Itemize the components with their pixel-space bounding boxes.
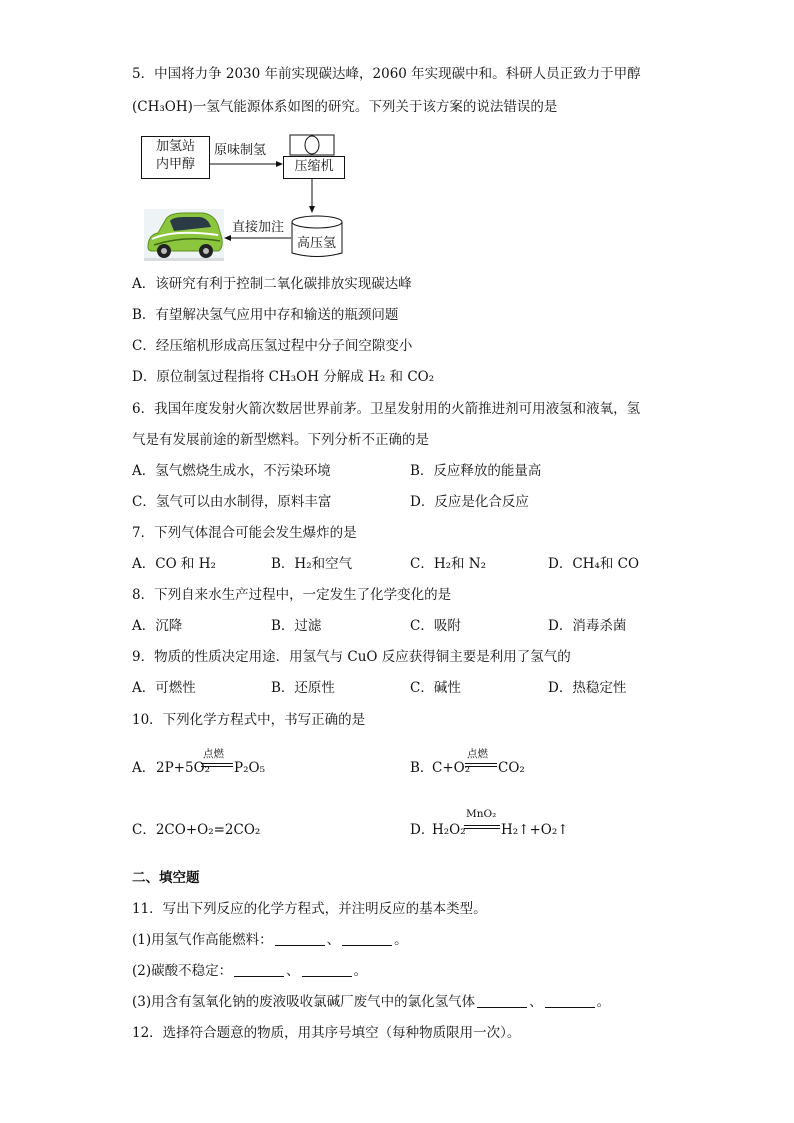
q7-option-a: A．CO 和 H₂ [132,556,216,572]
q10-d-prefix: D． [410,822,435,838]
q6-stem-line2: 气是有发展前途的新型燃料。下列分析不正确的是 [132,432,429,448]
q11-part3 [132,992,610,1012]
q8-stem: 8．下列自来水生产过程中，一定发生了化学变化的是 [132,587,452,603]
q7-stem: 7．下列气体混合可能会发生爆炸的是 [132,525,357,541]
q11-part3-end: 。 [596,994,611,1010]
q11-part1-blank1[interactable] [275,931,325,946]
q10-a-right: P₂O₅ [234,760,265,776]
q11-part1 [132,930,408,950]
q11-part2-blank1[interactable] [234,962,284,977]
q11-part2-sep: 、 [286,963,300,979]
q5-option-b: B．有望解决氢气应用中存和输送的瓶颈问题 [132,307,399,323]
q11-part2 [132,961,367,981]
q11-part2-text: (2)碳酸不稳定： [132,963,233,979]
q12-stem: 12．选择符合题意的物质，用其序号填空（每种物质限用一次）。 [132,1025,521,1041]
q10-d-left: H₂O₂ [432,822,466,838]
q11-stem: 11．写出下列反应的化学方程式，并注明反应的基本类型。 [132,901,487,917]
q6-stem-line1: 6．我国年度发射火箭次数居世界前茅。卫星发射用的火箭推进剂可用液氢和液氧，氢 [132,401,641,417]
station-label-line1: 加氢站 [155,139,195,154]
q5-stem-line1: 5．中国将力争 2030 年前实现碳达峰，2060 年实现碳中和。科研人员正致力于甲醇 [132,66,641,82]
q5-option-a: A．该研究有利于控制二氧化碳排放实现碳达峰 [132,276,412,292]
q6-option-b: B．反应释放的能量高 [410,463,542,479]
q10-b-left: C+O₂ [432,760,471,776]
q11-part1-end: 。 [394,932,408,948]
arrow2-label: 直接加注 [232,220,285,235]
q9-option-b: B．还原性 [271,680,335,696]
q9-option-c: C．碱性 [410,680,461,696]
q11-part3-text: (3)用含有氢氧化钠的废液吸收氯碱厂废气中的氯化氢气体 [132,994,476,1010]
q7-option-c: C．H₂和 N₂ [410,556,487,572]
q10-b-equals-line [465,762,497,768]
arrow1-label: 原味制氢 [214,143,267,158]
q11-part1-text: (1)用氢气作高能燃料： [132,932,273,948]
station-label-line2: 内甲醇 [155,157,195,172]
q11-part2-end: 。 [353,963,368,979]
q9-option-a: A．可燃性 [132,680,196,696]
q10-option-c: C．2CO+O₂=2CO₂ [132,822,261,838]
q6-option-d: D．反应是化合反应 [410,494,529,510]
q6-option-c: C．氢气可以由水制得，原料丰富 [132,494,332,510]
q11-part1-blank2[interactable] [342,931,392,946]
q5-option-d: D．原位制氢过程指将 CH₃OH 分解成 H₂ 和 CO₂ [132,369,435,385]
car-icon [144,209,224,261]
q10-d-right: H₂↑+O₂↑ [501,822,569,838]
section-title: 二、填空题 [132,870,200,886]
q11-part3-blank2[interactable] [545,993,595,1008]
q9-option-d: D．热稳定性 [548,680,627,696]
compressor-box: 压缩机 [283,156,345,179]
q10-a-left: 2P+5O₂ [156,760,211,776]
q10-d-condition: MnO₂ [466,808,497,820]
q5-stem-line2: (CH₃OH)一氢气能源体系如图的研究。下列关于该方案的说法错误的是 [132,99,558,115]
q10-a-condition: 点燃 [203,748,224,760]
tank-label: 高压氢 [297,236,337,251]
q10-stem: 10．下列化学方程式中，书写正确的是 [132,712,366,728]
diagram-lines [0,0,794,270]
q6-option-a: A．氢气燃烧生成水，不污染环境 [132,463,331,479]
q10-a-equals-line [201,762,233,768]
q8-option-a: A．沉降 [132,618,183,634]
q7-option-d: D．CH₄和 CO [548,556,640,572]
q9-stem: 9．物质的性质决定用途．用氢气与 CuO 反应获得铜主要是利用了氢气的 [132,649,571,665]
q10-d-equals-line [464,824,500,830]
q5-option-c: C．经压缩机形成高压氢过程中分子间空隙变小 [132,338,413,354]
q11-part2-blank2[interactable] [302,962,352,977]
q7-option-b: B．H₂和空气 [271,556,353,572]
q8-option-d: D．消毒杀菌 [548,618,627,634]
q10-a-prefix: A． [132,760,156,776]
q10-b-right: CO₂ [498,760,525,776]
q11-part1-sep: 、 [326,932,341,948]
q10-b-prefix: B． [410,760,434,776]
q8-option-c: C．吸附 [410,618,461,634]
q11-part3-sep: 、 [529,994,543,1010]
q8-option-b: B．过滤 [271,618,322,634]
q10-b-condition: 点燃 [467,748,488,760]
q11-part3-blank1[interactable] [477,993,527,1008]
